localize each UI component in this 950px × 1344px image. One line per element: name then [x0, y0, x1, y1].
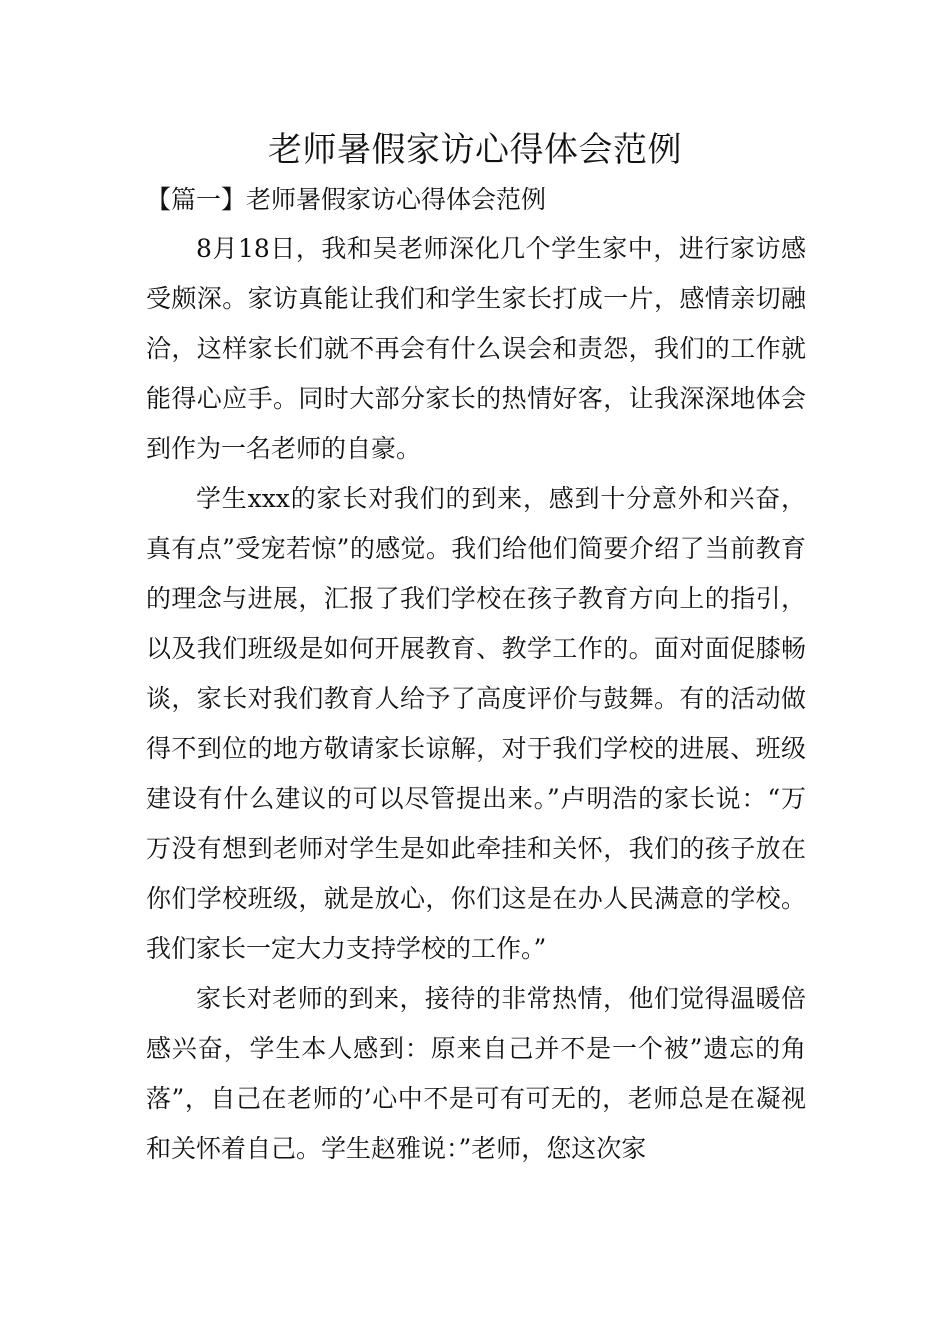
paragraph: 8月18日，我和吴老师深化几个学生家中，进行家访感受颇深。家访真能让我们和学生家长打成一片，感情亲切融洽，这样家长们就不再会有什么误会和责怨，我们的工作就能得心应手。同时大部分家长的热情好客，让我深深地体会到作为一名老师的自豪。 [146, 234, 806, 463]
document-body [146, 224, 806, 1174]
section-heading: 【篇一】老师暑假家访心得体会范例 [146, 185, 547, 214]
paragraph: 家长对老师的到来，接待的非常热情，他们觉得温暖倍感兴奋，学生本人感到：原来自己并不是一个被”遗忘的角落”，自己在老师的’心中不是可有可无的，老师总是在凝视和关怀着自己。学生赵雅说：”老师，您这次家 [146, 984, 806, 1163]
document-title: 老师暑假家访心得体会范例 [268, 130, 682, 170]
paragraph: 学生xxx的家长对我们的到来，感到十分意外和兴奋，真有点”受宠若惊”的感觉。我们给他们简要介绍了当前教育的理念与进展，汇报了我们学校在孩子教育方向上的指引，以及我们班级是如何开展教育、教学工作的。面对面促膝畅谈，家长对我们教育人给予了高度评价与鼓舞。有的活动做得不到位的地方敬请家长谅解，对于我们学校的进展、班级建设有什么建议的可以尽管提出来。”卢明浩的家长说：“万万没有想到老师对学生是如此牵挂和关怀，我们的孩子放在你们学校班级，就是放心，你们这是在办人民满意的学校。我们家长一定大力支持学校的工作。” [146, 484, 806, 963]
